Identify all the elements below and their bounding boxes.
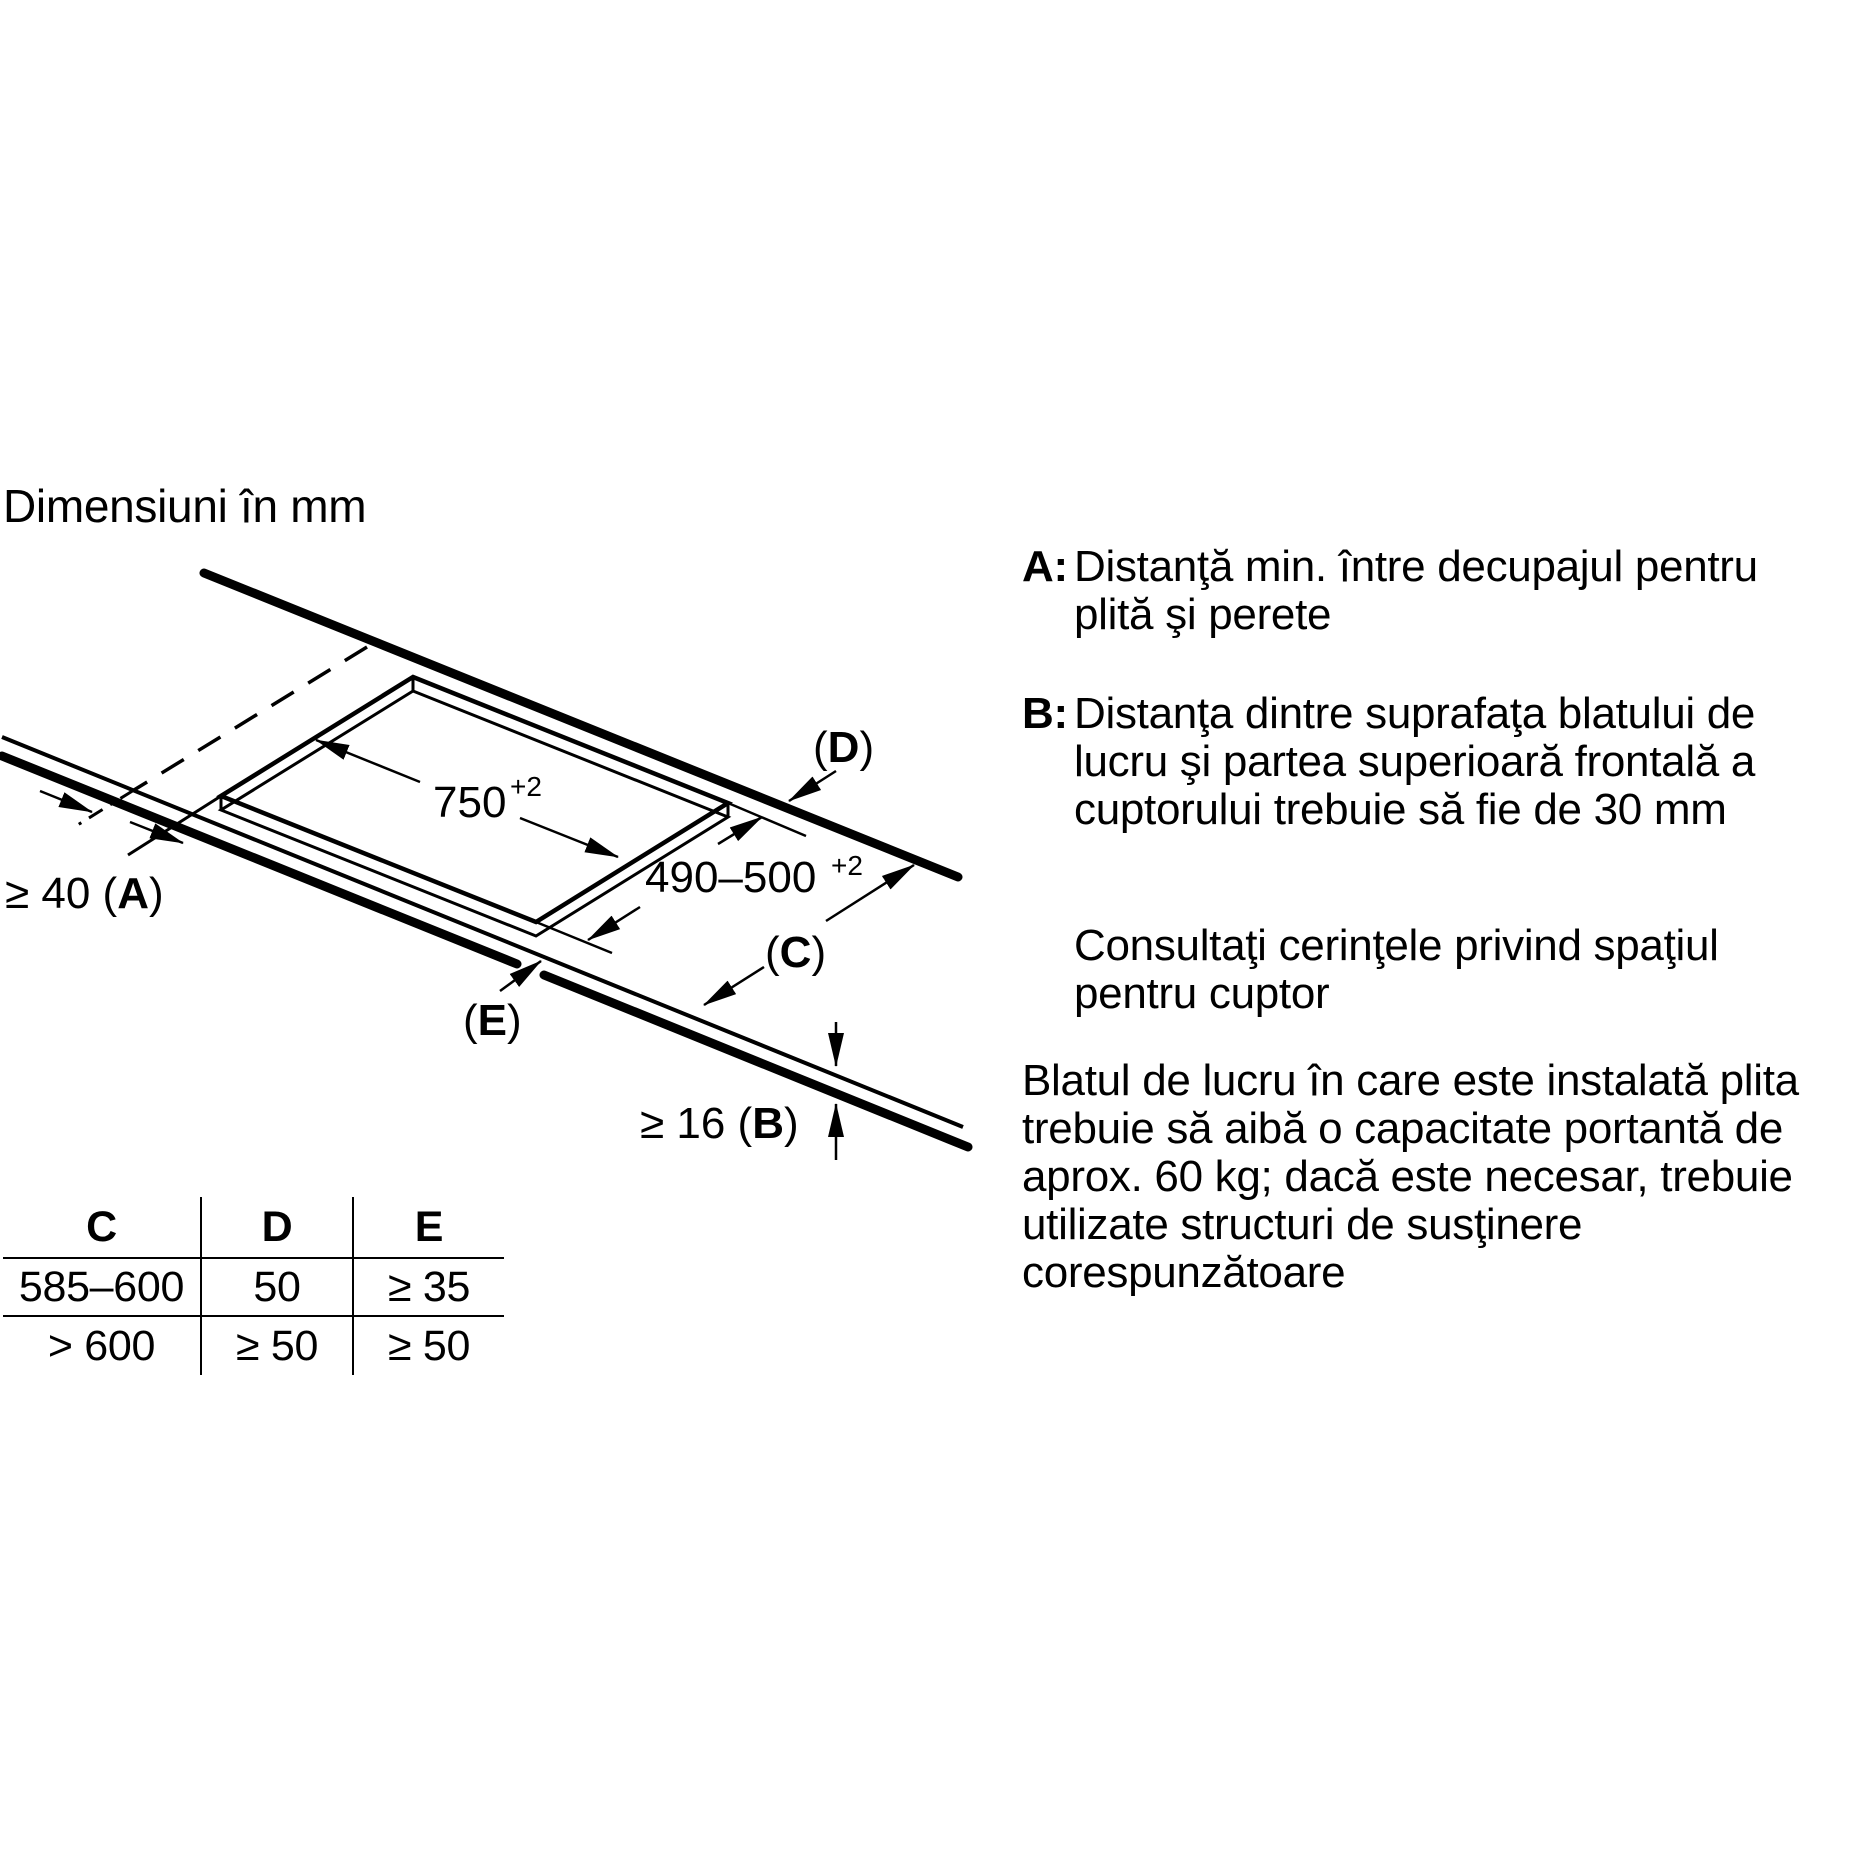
width-dim-tolerance: +2 (510, 771, 542, 802)
depth-dim-label: 490–500 (645, 853, 817, 902)
oven-space-note: Consultaţi cerinţele privind spaţiul pentru cuptor (1074, 921, 1719, 1018)
table-row1-e: ≥ 35 (352, 1257, 504, 1315)
dim-a-label: ≥ 40 (A) (5, 869, 164, 918)
table-row1-d: 50 (200, 1257, 352, 1315)
table-row2-c: > 600 (3, 1315, 200, 1375)
width-dim-label: 750 (433, 778, 507, 827)
wall-gap-arrow-upper (40, 791, 92, 812)
dim-b-label: ≥ 16 (B) (640, 1099, 799, 1148)
table-header-d: D (200, 1197, 352, 1257)
dim-c-label: (C) (765, 928, 827, 977)
table-row1-c: 585–600 (3, 1257, 200, 1315)
table-header-c: C (86, 1202, 117, 1251)
note-a-label: A: (1022, 542, 1068, 591)
depth-dim-arrow-lower (588, 907, 640, 940)
dim-d-arrow (789, 771, 836, 801)
dim-c-arrow-lower (704, 967, 764, 1005)
page-title: Dimensiuni în mm (3, 480, 367, 532)
table-row2-d: ≥ 50 (200, 1315, 352, 1375)
depth-dim-arrow-upper (718, 817, 762, 844)
load-capacity-note: Blatul de lucru în care este instalată plita trebuie să aibă o capacitate portantă de aprox. 60 kg; dacă este necesar, trebuie utilizate structuri de susţinere corespunzătoare (1022, 1056, 1799, 1297)
depth-dim-tolerance: +2 (831, 850, 863, 881)
dim-d-label: (D) (813, 723, 875, 772)
note-a-text: Distanţă min. între decupajul pentru plită şi perete (1074, 542, 1758, 639)
table-row2-e: ≥ 50 (352, 1315, 504, 1375)
table-header-e: E (352, 1197, 504, 1257)
note-b (1022, 690, 1846, 834)
dim-e-label: (E) (463, 996, 522, 1045)
depth-dim-extension-bottom (536, 922, 612, 953)
note-b-text: Distanţa dintre suprafaţa blatului de lucru şi partea superioară frontală a cuptorului trebuie să fie de 30 mm (1074, 689, 1756, 834)
dimension-table (3, 1197, 504, 1375)
note-a (1022, 543, 1846, 639)
note-b-label: B: (1022, 689, 1068, 738)
